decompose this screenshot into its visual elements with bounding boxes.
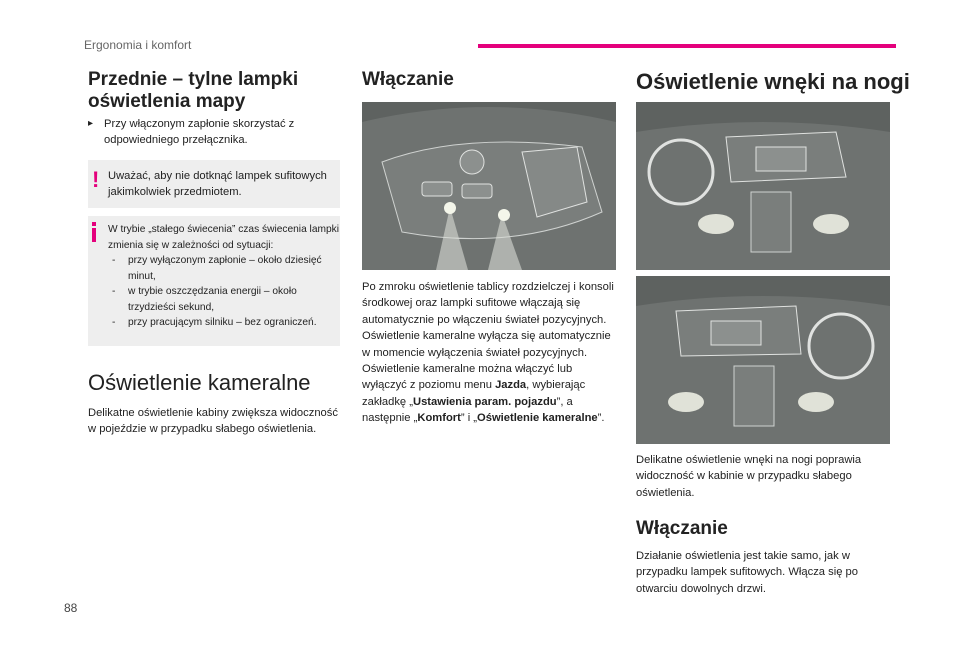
heading-switching-on-2: Włączanie bbox=[636, 518, 728, 539]
heading-switching-on: Włączanie bbox=[362, 69, 454, 90]
page-number: 88 bbox=[64, 601, 78, 615]
info-intro: W trybie „stałego świecenia” czas świecenia lampki zmienia się w zależności od sytuacji: bbox=[108, 224, 339, 251]
section-title: Ergonomia i komfort bbox=[84, 38, 192, 52]
info-item: - przy pracującym silniku – bez ograniczeń. bbox=[108, 315, 340, 331]
switching-on-2-text: Działanie oświetlenia jest takie samo, jak w przypadku lampek sufitowych. Włącza się po otwarciu dowolnych drzwi. bbox=[636, 550, 858, 595]
heading-map-lamps: Przednie – tylne lampki oświetlenia mapy bbox=[88, 69, 299, 112]
switching-on-p3: Oświetlenie kameralne można włączyć lub wyłączyć z poziomu menu Jazda, wybierając zakładkę „Ustawienia param. pojazdu”, a następnie „Komfort” i „Oświetlenie kameralne”. bbox=[362, 363, 605, 425]
info-item: - przy wyłączonym zapłonie – około dziesięć minut, bbox=[108, 253, 340, 284]
switching-on-p2: Oświetlenie kameralne wyłącza się automatycznie w momencie wyłączenia świateł pozycyjnych. bbox=[362, 330, 611, 359]
cabin-lighting-text: Delikatne oświetlenie kabiny zwiększa widoczność w pojeździe w przypadku słabego oświetlenia. bbox=[88, 407, 338, 436]
ceiling-lamp-illustration bbox=[362, 102, 616, 270]
arrow-icon: ▸ bbox=[88, 118, 94, 129]
footwell-lhd-illustration bbox=[636, 102, 890, 270]
info-text bbox=[108, 222, 340, 331]
warning-box bbox=[88, 160, 340, 208]
info-icon bbox=[92, 228, 96, 242]
footwell-text: Delikatne oświetlenie wnęki na nogi poprawia widoczność w kabinie w przypadku słabego oświetlenia. bbox=[636, 454, 862, 499]
bullet-text: Przy włączonym zapłonie skorzystać z odpowiedniego przełącznika. bbox=[104, 118, 295, 147]
footwell-rhd-illustration bbox=[636, 276, 890, 444]
switching-on-p1: Po zmroku oświetlenie tablicy rozdzielczej i konsoli środkowej oraz lampki sufitowe włączają się automatycznie po włączeniu świateł pozycyjnych. bbox=[362, 281, 614, 326]
accent-bar bbox=[478, 44, 896, 48]
warning-text: Uważać, aby nie dotknąć lampek sufitowych jakimkolwiek przedmiotem. bbox=[108, 170, 327, 198]
info-box bbox=[88, 216, 340, 346]
info-item: - w trybie oszczędzania energii – około trzydzieści sekund, bbox=[108, 284, 340, 315]
switching-on-text bbox=[362, 279, 618, 427]
warning-icon: ! bbox=[92, 167, 100, 192]
heading-cabin-lighting: Oświetlenie kameralne bbox=[88, 370, 311, 395]
heading-footwell-lighting: Oświetlenie wnęki na nogi bbox=[636, 69, 910, 94]
